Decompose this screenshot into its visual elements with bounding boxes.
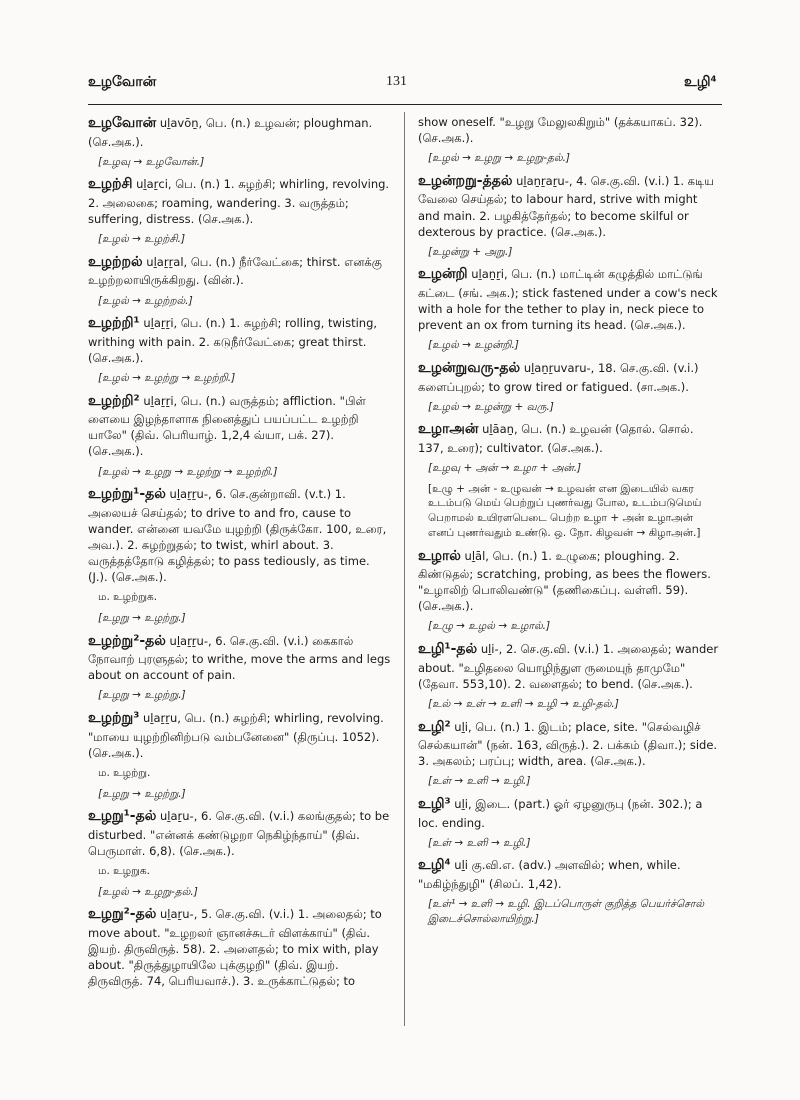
entry-definition: uḻaṉṟaṟu-, 4. செ.கு.வி. (v.i.) 1. கடிய வேலை செய்தல்; to labour hard, strive with might and main. 2. பழகித்தேர்தல்; to become skilful or dexterous by practice. (செ.அக.). [418,173,715,239]
dictionary-entry [88,709,391,761]
dictionary-entry [418,265,721,333]
dictionary-entry [88,114,391,150]
entry-definition: uḻaṉṟi, பெ. (n.) மாட்டின் கழுத்தில் மாட்டுங் கட்டை (சங். அக.); stick fastened under a cow's neck with a hole for the tether to play in, neck piece to prevent an ox from turning its head. (செ.அக.). [418,267,718,333]
headword: உழறு²-தல் [88,906,157,923]
entry-definition: uḻaṟci, பெ. (n.) 1. சுழற்சி; whirling, revolving. 2. அலைகை; roaming, wandering. 3. வருத்தம்; suffering, distress. (செ.அக.). [88,177,390,227]
dictionary-entry [88,807,391,859]
entry-definition: uḻāaṉ, பெ. (n.) உழவன் (தொல். சொல். 137, உரை); cultivator. (செ.அக.). [418,422,694,455]
headword: உழி⁴ [418,857,451,874]
etymology: [உழல் → உழறு → உழற்று → உழற்றி.] [98,465,278,478]
dictionary-entry [88,175,391,227]
etymology: [உழறு → உழற்று.] [98,612,186,624]
entry-definition: uḻaṟṟi, பெ. (n.) வருத்தம்; affliction. "பிள் ளையை இழந்தாளாக நினைத்துப் பயப்பட்ட உழற்றி யாலே" (திவ். பெரியாழ். 1,2,4 வ்யா, பக். 27). (செ.அக.). [88,393,366,459]
etymology: [உள் → உளி → உழி.] [428,775,531,788]
dictionary-entry [418,172,721,240]
headword: உழற்று³ [88,710,140,727]
headword: உழி² [418,718,451,735]
running-head-left: உழவோன் [88,74,157,90]
dictionary-entry [88,392,391,460]
etymology: [உல் → உள் → உளி → உழி → உழி-தல்.] [428,697,619,710]
etymology: [உழறு → உழற்று.] [98,689,186,702]
entry-definition: uḻaṟṟu-, 6. செ.கு.வி. (v.i.) கைகால் நோவாற் புரளுதல்; to writhe, move the arms and legs about on account of pain. [88,633,391,683]
etymology: [உழவு + அன் → உழா + அன்.] [428,462,582,475]
dictionary-entry [418,359,721,395]
page-number: 131 [386,74,407,89]
etymology: [உழு → உழல் → உழால்.] [428,620,551,633]
dictionary-entry [418,718,721,770]
headword: உழன்றறு-த்தல் [418,172,513,189]
dictionary-entry [418,856,721,892]
headword: உழன்றுவரு-தல் [418,360,521,376]
entry-definition: uḻāl, பெ. (n.) 1. உழுகை; ploughing. 2. கிண்டுதல்; scratching, probing, as bees the flowers. "உழாலிற் பொலிவண்டு" (தணிகைப்பு. வள்ளி. 59). (செ.அக.). [418,548,711,614]
etymology: [உழல் → உழற்று → உழற்றி.] [98,372,236,384]
cognate-note: ம. உழற்று. [98,766,151,779]
etymology: [உழன்று + அறு.] [428,245,513,258]
entry-definition: uḻi கு.வி.எ. (adv.) அளவில்; when, while. "மகிழ்ந்துழி" (சிலப். 1,42). [418,858,681,891]
etymology: [உழல் → உழற்றல்.] [98,294,193,307]
entry-definition: uḻaṟṟu-, 6. செ.குன்றாவி. (v.t.) 1. அலையச் செய்தல்; to drive to and fro, cause to wander. என்னை யவமே யுழற்றி (திருக்கோ. 100, உரை, அவ.). 2. சுழற்றுதல்; to twist, whirl about. 3. வருத்தத்தோடு கழித்தல்; to pass tediously, as time. (J.). (செ.அக.). [88,487,387,585]
left-column [88,114,391,1034]
dictionary-entry [418,640,721,692]
headword: உழற்று¹-தல் [88,486,166,503]
dictionary-entry [88,905,391,989]
column-divider [404,112,405,1026]
entry-definition: uḻaṟṟal, பெ. (n.) நீர்வேட்கை; thirst. எனக்கு உழற்றலாயிருக்கிறது. (வின்.). [88,254,382,288]
etymology: [உழல் → உழன்று + வரு.] [428,400,554,413]
cognate-note: [உழு + அன் - உழுவன் → உழவன் என இடையில் வகர உடம்படு மெய் பெற்றுப் புணர்வது போல, உடம்படுமெய் பெறாமல் உயிரளபெடை பெற்ற உழா + அன் உழாஅன் எனப் புணர்வதும் உண்டு. ஒ. நோ. கிழவன் → கிழாஅன்.] [428,482,702,539]
etymology: [உழறு → உழற்று.] [98,787,186,800]
headword: உழற்றல் [88,253,143,270]
right-column [418,114,721,1034]
etymology: [உள்¹ → உளி → உழி. இடப்பொருள் குறித்த பெயர்ச்சொல் இடைச்சொல்லாயிற்று.] [428,898,705,925]
entry-definition: uḻi, இடை. (part.) ஓர் ஏழனுருபு (நன். 302.); a loc. ending. [418,797,703,830]
headword: உழற்சி [88,176,133,193]
dictionary-entry [418,420,721,456]
entry-definition: uḻaṉṟuvaru-, 18. செ.கு.வி. (v.i.) களைப்புறல்; to grow tired or fatigued. (சா.அக.). [418,361,699,394]
entry-definition: uḻi-, 2. செ.கு.வி. (v.i.) 1. அலைதல்; wander about. "உழிதலை யொழிந்துள ருமையுந் தாமுமே" (தேவா. 553,10). 2. வளைதல்; to bend. (செ.அக.). [418,642,719,691]
dictionary-entry [88,485,391,585]
entry-definition: uḻavōṉ, பெ. (n.) உழவன்; ploughman. (செ.அக.). [88,116,373,149]
dictionary-entry [88,632,391,684]
dictionary-entry [88,253,391,289]
running-head-right: உழி⁴ [684,74,717,90]
headword: உழற்றி² [88,392,140,409]
headword: உழவோன் [88,115,157,131]
headword: உழால் [418,547,461,564]
header-rule [88,104,722,105]
headword: உழற்று²-தல் [88,632,166,649]
dictionary-entry [418,795,721,831]
etymology: [உழல் → உழன்றி.] [428,339,519,352]
etymology: [உழவு → உழவோன்.] [98,155,205,168]
entry-definition: uḻaṟu-, 6. செ.கு.வி. (v.i.) கலங்குதல்; to be disturbed. "என்னக் கண்டுழறா நெகிழ்ந்தாய்" (திவ். பெருமாள். 6,8). (செ.அக.). [88,809,390,858]
etymology: [உள் → உளி → உழி.] [428,836,531,849]
entry-definition: uḻi, பெ. (n.) 1. இடம்; place, site. "செல்வழிச் செல்கயான்" (நன். 163, விருத்.). 2. பக்கம் (திவா.); side. 3. அகலம்; பரப்பு; width, area. (செ.அக.). [418,719,718,769]
headword: உழி³ [418,796,451,812]
headword: உழாஅன் [418,421,479,438]
etymology: [உழல் → உழறு → உழறு-தல்.] [428,152,571,165]
entry-definition: uḻaṟṟi, பெ. (n.) 1. சுழற்சி; rolling, twisting, writhing with pain. 2. கடுநீர்வேட்கை; great thirst. (செ.அக.). [88,316,378,365]
headword: உழன்றி [418,266,468,283]
dictionary-entry [88,314,391,366]
entry-continuation: show oneself. "உழறு மேலுலகிறும்" (தக்கயாகப். 32). (செ.அக.). [418,115,703,146]
cognate-note: ம. உழறுக. [98,865,150,878]
entry-definition: uḻaṟṟu, பெ. (n.) சுழற்சி; whirling, revolving. "மாயை யுழற்றினிற்படு வம்பனேனை" (திருப்பு. 1052). (செ.அக.). [88,711,384,760]
dictionary-entry [418,547,721,615]
cognate-note: ம. உழற்றுக. [98,591,158,604]
headword: உழறு¹-தல் [88,808,157,825]
etymology: [உழல் → உழற்சி.] [98,233,186,246]
entry-definition: uḻaṟu-, 5. செ.கு.வி. (v.i.) 1. அலைதல்; to move about. "உழறலர் ஞானச்சுடர் விளக்காய்" (திவ். இயற். திருவிருத். 58). 2. அளைதல்; to mix with, play about. "திருத்துழாயிலே புக்குழறி" (திவ். இயற். திருவிருத். 74, பெரியவாச்.). 3. உருக்காட்டுதல்; to [88,907,382,989]
headword: உழி¹-தல் [418,641,478,658]
etymology: [உழல் → உழறு-தல்.] [98,885,198,898]
headword: உழற்றி¹ [88,315,140,332]
